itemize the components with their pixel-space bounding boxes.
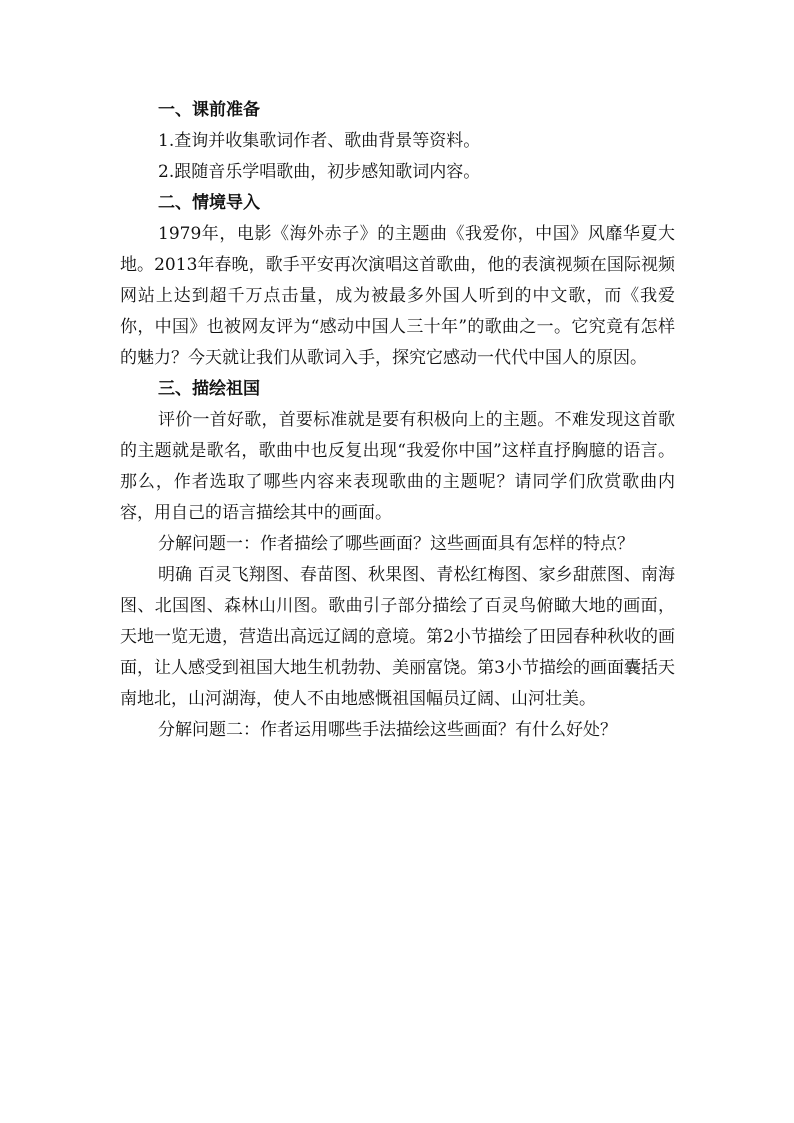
depict-paragraph: 评价一首好歌，首要标准就是要有积极向上的主题。不难发现这首歌的主题就是歌名，歌曲中也反复出现“我爱你中国”这样直抒胸臆的语言。那么，作者选取了哪些内容来表现歌曲的主题呢？请同学们欣赏歌曲内容，用自己的语言描绘其中的画面。 [120, 410, 675, 523]
prep-item-2: 2.跟随音乐学唱歌曲，初步感知歌词内容。 [158, 162, 481, 182]
question-1: 分解问题一：作者描绘了哪些画面？这些画面具有怎样的特点？ [158, 534, 634, 554]
document-page [120, 95, 675, 746]
intro-paragraph: 1979年，电影《海外赤子》的主题曲《我爱你，中国》风靡华夏大地。2013年春晚，歌手平安再次演唱这首歌曲，他的表演视频在国际视频网站上达到超千万点击量，成为被最多外国人听到的中文歌，而《我爱你，中国》也被网友评为“感动中国人三十年”的歌曲之一。它究竟有怎样的魅力？今天就让我们从歌词入手，探究它感动一代代中国人的原因。 [120, 224, 675, 368]
section-heading-depict: 三、描绘祖国 [158, 379, 260, 399]
question-2: 分解问题二：作者运用哪些手法描绘这些画面？有什么好处？ [158, 720, 617, 740]
section-heading-intro: 二、情境导入 [158, 193, 260, 213]
prep-item-1: 1.查询并收集歌词作者、歌曲背景等资料。 [158, 131, 481, 151]
section-heading-prep: 一、课前准备 [158, 100, 260, 120]
answer-1: 明确 百灵飞翔图、春苗图、秋果图、青松红梅图、家乡甜蔗图、南海图、北国图、森林山川图。歌曲引子部分描绘了百灵鸟俯瞰大地的画面，天地一览无遗，营造出高远辽阔的意境。第2小节描绘了田园春种秋收的画面，让人感受到祖国大地生机勃勃、美丽富饶。第3小节描绘的画面囊括天南地北，山河湖海，使人不由地感慨祖国幅员辽阔、山河壮美。 [120, 565, 675, 709]
